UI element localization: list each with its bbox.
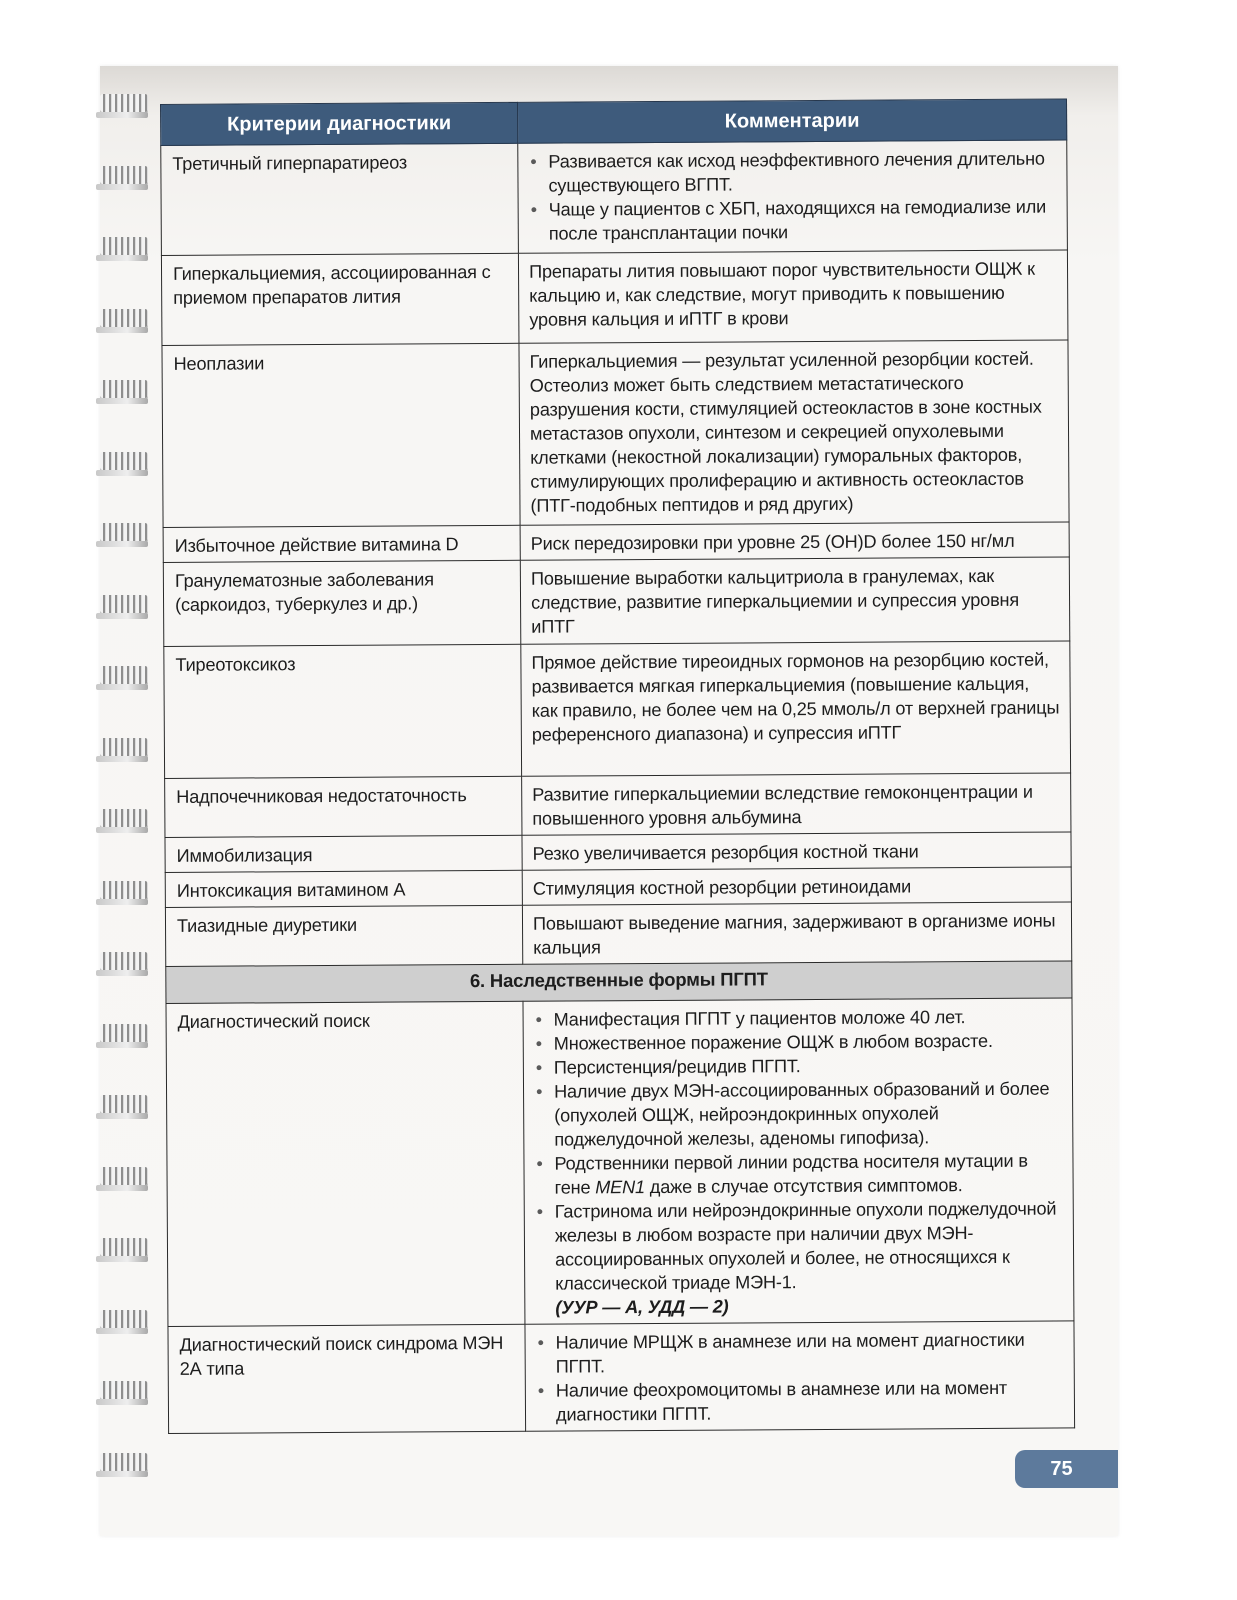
- ring-loop: [100, 809, 148, 827]
- comment-cell: [518, 140, 1068, 253]
- ring-loop: [100, 309, 148, 327]
- comment-cell: Риск передозировки при уровне 25 (OH)D более 150 нг/мл: [520, 522, 1069, 560]
- ring-edge: [96, 827, 148, 833]
- bullet-list: [536, 1328, 1065, 1427]
- page-number: 75: [1015, 1450, 1118, 1488]
- ring-edge: [96, 184, 148, 190]
- spiral-ring: [96, 948, 150, 978]
- ring-edge: [96, 756, 148, 762]
- comment-cell: Развитие гиперкальциемии вследствие гемоконцентрации и повышенного уровня альбумина: [522, 773, 1071, 835]
- criterion-cell: Надпочечниковая недостаточность: [165, 776, 522, 837]
- ring-loop: [100, 166, 148, 184]
- table-row: [165, 832, 1071, 873]
- spiral-ring: [96, 1163, 150, 1193]
- criterion-cell: Интоксикация витамином А: [165, 870, 522, 907]
- table-row: [161, 250, 1068, 346]
- list-item: • Множественное поражение ОЩЖ в любом возрасте.: [534, 1029, 1062, 1056]
- criterion-cell: Иммобилизация: [165, 835, 522, 872]
- table-row: [162, 340, 1069, 528]
- ring-loop: [100, 380, 148, 398]
- comment-cell: Прямое действие тиреоидных гормонов на резорбцию костей, развивается мягкая гиперкальциемия (повышение кальция, как правило, не более чем на 0,25 ммоль/л от верхней границы референсного диапазона) и супрессия иПТГ: [521, 641, 1071, 776]
- ring-edge: [96, 1256, 148, 1262]
- ring-loop: [100, 94, 148, 112]
- list-item: • Манифестация ПГПТ у пациентов моложе 40 лет.: [534, 1005, 1062, 1032]
- ring-loop: [100, 1381, 148, 1399]
- ring-loop: [100, 1453, 148, 1471]
- spiral-ring: [96, 1449, 150, 1479]
- header-comments: Комментарии: [517, 99, 1066, 143]
- table-row: [163, 557, 1069, 647]
- ring-loop: [100, 1095, 148, 1113]
- criterion-cell: Гранулематозные заболевания (саркоидоз, туберкулез и др.): [163, 560, 521, 646]
- spiral-ring: [96, 233, 150, 263]
- comment-cell: Резко увеличивается резорбция костной ткани: [522, 832, 1071, 870]
- table-row: [168, 1321, 1075, 1434]
- spiral-ring: [96, 1091, 150, 1121]
- spiral-ring: [96, 805, 150, 835]
- criterion-cell: Тиреотоксикоз: [164, 644, 522, 778]
- comment-cell: Повышают выведение магния, задерживают в организме ионы кальция: [522, 902, 1071, 964]
- ring-edge: [96, 541, 148, 547]
- list-item-text: даже в случае отсутствия симптомов.: [644, 1175, 963, 1198]
- criterion-cell: Неоплазии: [162, 343, 520, 527]
- criterion-cell: Третичный гиперпаратиреоз: [161, 143, 519, 255]
- section-header-row: [166, 961, 1072, 1004]
- table-row: [164, 641, 1071, 779]
- ring-edge: [96, 327, 148, 333]
- criterion-cell: Диагностический поиск: [166, 1001, 525, 1326]
- spiral-ring: [96, 591, 150, 621]
- spiral-ring: [96, 662, 150, 692]
- ring-edge: [96, 899, 148, 905]
- ring-edge: [96, 684, 148, 690]
- spiral-ring: [96, 1306, 150, 1336]
- table-row: [165, 902, 1071, 967]
- comment-cell: Гиперкальциемия — результат усиленной резорбции костей. Остеолиз может быть следствием метастатического разрушения кости, стимуляцией остеокластов в зоне костных метастазов опухоли, синтезом и секрецией опухолевыми клетками (некостной локализации) гуморальных факторов, стимулирующих пролиферацию и активность остеокластов (ПТГ-подобных пептидов и ряд других): [519, 340, 1069, 525]
- ring-loop: [100, 1238, 148, 1256]
- ring-loop: [100, 738, 148, 756]
- gene-name: MEN1: [595, 1177, 645, 1198]
- section-title: 6. Наследственные формы ПГПТ: [166, 961, 1072, 1004]
- spiral-ring: [96, 1020, 150, 1050]
- diagnostics-table-wrapper: [160, 98, 1074, 1424]
- comment-cell: Повышение выработки кальцитриола в гранулемах, как следствие, развитие гиперкальциемии и супрессия уровня иПТГ: [520, 557, 1070, 644]
- list-item: • Наличие двух МЭН-ассоциированных образований и более (опухолей ОЩЖ, нейроэндокринных опухолей поджелудочной железы, аденомы гипофиза).: [534, 1077, 1062, 1152]
- ring-edge: [96, 398, 148, 404]
- comment-cell: Стимуляция костной резорбции ретиноидами: [522, 867, 1071, 905]
- criterion-cell: Избыточное действие витамина D: [163, 525, 520, 562]
- table-header-row: [161, 99, 1067, 146]
- diagnostics-table: [160, 98, 1075, 1434]
- ring-edge: [96, 1471, 148, 1477]
- ring-edge: [96, 1042, 148, 1048]
- spiral-ring: [96, 1377, 150, 1407]
- table-row: [166, 998, 1074, 1327]
- list-item: • Наличие МРЩЖ в анамнезе или на момент диагностики ПГПТ.: [536, 1328, 1064, 1379]
- ring-loop: [100, 1024, 148, 1042]
- ring-edge: [96, 1399, 148, 1405]
- ring-edge: [96, 970, 148, 976]
- comment-cell: Препараты лития повышают порог чувствительности ОЩЖ к кальцию и, как следствие, могут приводить к повышению уровня кальция и иПТГ в крови: [518, 250, 1068, 343]
- bullet-list: [534, 1005, 1064, 1296]
- table-row: [161, 140, 1068, 256]
- ring-edge: [96, 1328, 148, 1334]
- spiral-ring: [96, 877, 150, 907]
- ring-edge: [96, 613, 148, 619]
- table-row: [165, 867, 1071, 908]
- list-item: • Персистенция/рецидив ПГПТ.: [534, 1053, 1062, 1080]
- ring-loop: [100, 1310, 148, 1328]
- bullet-list: [528, 147, 1057, 246]
- spiral-ring: [96, 519, 150, 549]
- ring-edge: [96, 1185, 148, 1191]
- spiral-ring: [96, 1234, 150, 1264]
- table-row: [165, 773, 1071, 838]
- ring-edge: [96, 470, 148, 476]
- spiral-ring: [96, 90, 150, 120]
- list-item: • Развивается как исход неэффективного лечения длительно существующего ВГПТ.: [528, 147, 1056, 198]
- list-item: • Наличие феохромоцитомы в анамнезе или на момент диагностики ПГПТ.: [536, 1376, 1064, 1427]
- table-row: [163, 522, 1069, 563]
- ring-edge: [96, 1113, 148, 1119]
- ring-edge: [96, 112, 148, 118]
- criterion-cell: Тиазидные диуретики: [165, 905, 522, 966]
- ring-loop: [100, 666, 148, 684]
- ring-loop: [100, 1167, 148, 1185]
- list-item: • Гастринома или нейроэндокринные опухоли поджелудочной железы в любом возрасте при наличии двух МЭН-ассоциированных опухолей и более, не относящихся к классической триаде МЭН-1.: [535, 1197, 1064, 1296]
- ring-loop: [100, 952, 148, 970]
- ring-loop: [100, 452, 148, 470]
- list-item: [534, 1149, 1062, 1200]
- spiral-ring: [96, 448, 150, 478]
- ring-edge: [96, 255, 148, 261]
- spiral-binding: [96, 90, 156, 1510]
- criterion-cell: Гиперкальциемия, ассоциированная с приемом препаратов лития: [161, 253, 519, 345]
- comment-cell: [523, 998, 1074, 1324]
- evidence-level: (УУР — А, УДД — 2): [555, 1296, 729, 1318]
- ring-loop: [100, 523, 148, 541]
- list-item: • Чаще у пациентов с ХБП, находящихся на гемодиализе или после трансплантации почки: [529, 195, 1057, 246]
- spiral-ring: [96, 305, 150, 335]
- spiral-ring: [96, 376, 150, 406]
- list-item-text: Родственники первой линии родства носителя мутации в гене: [554, 1150, 1028, 1198]
- header-criteria: Критерии диагностики: [161, 102, 518, 145]
- ring-loop: [100, 881, 148, 899]
- spiral-ring: [96, 162, 150, 192]
- comment-cell: [525, 1321, 1075, 1431]
- criterion-cell: Диагностический поиск синдрома МЭН 2А типа: [168, 1324, 526, 1433]
- spiral-ring: [96, 734, 150, 764]
- ring-loop: [100, 595, 148, 613]
- ring-loop: [100, 237, 148, 255]
